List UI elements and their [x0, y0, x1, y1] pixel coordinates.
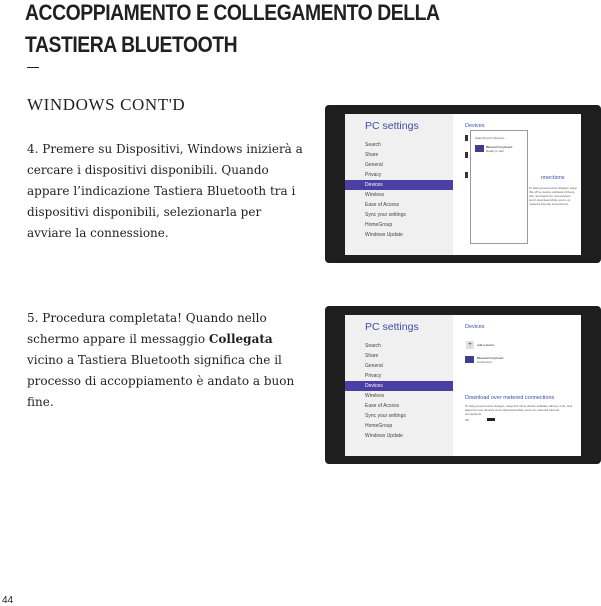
title-divider: [27, 67, 39, 68]
menu-item-wireless[interactable]: Wireless: [365, 393, 385, 399]
connected-keyword: Collegata: [208, 332, 273, 346]
menu-item-search[interactable]: Search: [365, 343, 381, 349]
metered-heading-partial: nnections: [541, 175, 565, 181]
popup-device-status: Ready to pair: [486, 149, 504, 153]
step-5-text-before: 5. Procedura completata! Quando nello schermo appare il messaggio: [27, 311, 267, 346]
popup-title: Searching for devices...: [475, 136, 507, 140]
popup-device-name[interactable]: Bluetooth Keyboard: [486, 145, 513, 149]
metered-heading: Download over metered connections: [465, 395, 555, 401]
add-icon[interactable]: +: [466, 341, 474, 349]
device-tile-edge: [465, 172, 468, 178]
pc-settings-title: PC settings: [365, 120, 419, 132]
menu-item-privacy[interactable]: Privacy: [365, 373, 382, 379]
pc-settings-screen: [345, 315, 581, 456]
menu-item-ease-of-access[interactable]: Ease of Access: [365, 403, 400, 409]
menu-item-search[interactable]: Search: [365, 142, 381, 148]
tablet-screenshot-pairing: [325, 105, 601, 263]
step-5-text-after: vicino a Tastiera Bluetooth significa che il processo di accoppiamento è andato a buon fine.: [27, 353, 295, 409]
menu-item-share[interactable]: Share: [365, 152, 379, 158]
menu-item-sync[interactable]: Sync your settings: [365, 413, 406, 419]
pc-settings-title: PC settings: [365, 321, 419, 333]
metered-toggle[interactable]: [487, 418, 495, 421]
add-device-label[interactable]: Add a device: [477, 343, 495, 347]
page-number: 44: [2, 595, 14, 606]
page-title: ACCOPPIAMENTO E COLLEGAMENTO DELLA TASTIERA BLUETOOTH: [25, 0, 439, 57]
settings-sidebar: [345, 315, 453, 456]
device-name[interactable]: Bluetooth Keyboard: [477, 356, 504, 360]
step-5-text: [27, 308, 312, 413]
menu-item-devices[interactable]: Devices: [345, 381, 453, 391]
settings-menu: [345, 140, 453, 240]
keyboard-icon: [475, 145, 484, 152]
keyboard-icon: [465, 356, 474, 363]
devices-heading: Devices: [465, 123, 485, 129]
device-tile-edge: [465, 135, 468, 141]
tablet-screenshot-connected: [325, 306, 601, 464]
menu-item-share[interactable]: Share: [365, 353, 379, 359]
device-status: Connected: [477, 360, 492, 364]
settings-sidebar: [345, 114, 453, 255]
menu-item-ease-of-access[interactable]: Ease of Access: [365, 202, 400, 208]
toggle-label: Off: [465, 418, 469, 422]
menu-item-sync[interactable]: Sync your settings: [365, 212, 406, 218]
pc-settings-screen: [345, 114, 581, 255]
settings-menu: [345, 341, 453, 441]
step-4-text: 4. Premere su Dispositivi, Windows inizierà a cercare i dispositivi disponibili. Quando appare l’indicazione Tastiera Bluetooth tra i dispositivi disponibili, selezionarla per avviare la connessione.: [27, 142, 303, 240]
menu-item-wireless[interactable]: Wireless: [365, 192, 385, 198]
menu-item-general[interactable]: General: [365, 162, 383, 168]
menu-item-homegroup[interactable]: HomeGroup: [365, 222, 393, 228]
section-subtitle: WINDOWS CONT'D: [27, 95, 186, 114]
menu-item-privacy[interactable]: Privacy: [365, 172, 382, 178]
menu-item-homegroup[interactable]: HomeGroup: [365, 423, 393, 429]
menu-item-windows-update[interactable]: Windows Update: [365, 433, 403, 439]
add-device-popup: [470, 130, 528, 244]
menu-item-devices[interactable]: Devices: [345, 180, 453, 190]
menu-item-general[interactable]: General: [365, 363, 383, 369]
metered-description: To help prevent extra charges, keep this off so device software (drivers, info, and apps) for new devices won't download while you're on metered Internet connections.: [465, 404, 573, 416]
metered-description: To help prevent extra charges, keep this off so device software (drivers, info, and apps) for new devices won't download while you're on metered Internet connections.: [529, 186, 577, 206]
menu-item-windows-update[interactable]: Windows Update: [365, 232, 403, 238]
devices-heading: Devices: [465, 324, 485, 330]
device-tile-edge: [465, 152, 468, 158]
